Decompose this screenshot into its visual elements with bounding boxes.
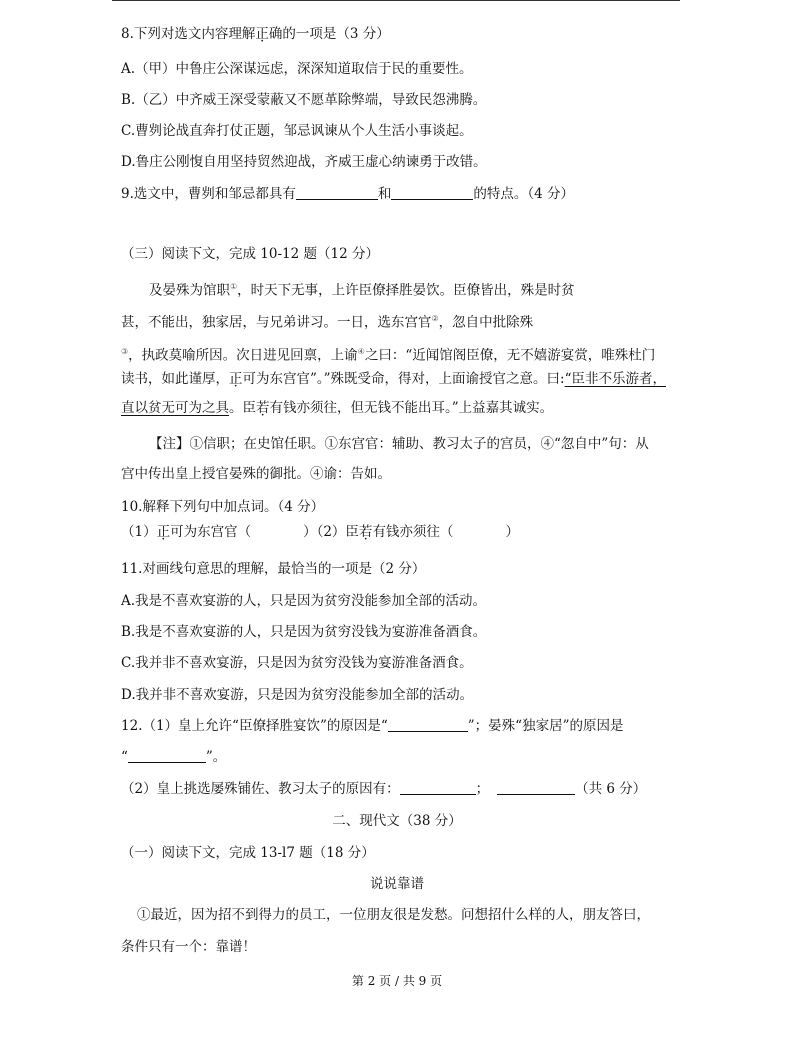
section-heading: 二、现代文（38 分） bbox=[332, 813, 462, 829]
essay-paragraph: ①最近，因为招不到得力的员工，一位朋友很是发愁。问想招什么样的人，朋友答曰， bbox=[137, 907, 650, 923]
emphasis-char: 正 bbox=[255, 26, 269, 42]
answer-blank[interactable] bbox=[388, 717, 468, 732]
q11-stem: 11.对画线句意思的理解，最恰当的一项是（2 分） bbox=[121, 561, 426, 577]
q10-items: （1）正可为东宫官（ ）（2）臣若有钱亦须往（ ） bbox=[121, 524, 519, 540]
answer-blank[interactable] bbox=[128, 748, 206, 763]
q12-part2: （2）皇上挑选屡殊铺佐、教习太子的原因有： ； （共 6 分） bbox=[121, 781, 647, 797]
emphasis-char: 若 bbox=[256, 400, 270, 416]
q11-option-d: D.我并非不喜欢宴游，只是因为贫穷没能参加全部的活动。 bbox=[121, 687, 474, 703]
answer-blank[interactable] bbox=[497, 780, 575, 795]
q8-option-a: A.（甲）中鲁庄公深谋远虑，深深知道取信于民的重要性。 bbox=[121, 61, 473, 77]
passage-line: 直以贫无可为之具。臣若有钱亦须往，但无钱不能出耳。”上益嘉其诚实。 bbox=[121, 400, 554, 416]
answer-blank[interactable] bbox=[400, 780, 476, 795]
q8-option-d: D.鲁庄公刚愎自用坚持贸然迎战，齐威王虚心纳谏勇于改错。 bbox=[121, 154, 487, 170]
emphasis-char: 正 bbox=[156, 524, 171, 540]
q9-stem: 9.选文中，曹刿和邹忌都具有 和 的特点。（4 分） bbox=[121, 186, 575, 202]
page-footer: 第 2 页 / 共 9 页 bbox=[351, 974, 443, 988]
q11-option-b: B.我是不喜欢宴游的人，只是因为贫穷没钱为宴游准备酒食。 bbox=[121, 624, 487, 640]
q10-stem: 10.解释下列句中加点词。（4 分） bbox=[121, 499, 325, 515]
note-line: 宫中传出皇上授官晏殊的御批。④谕：告如。 bbox=[121, 466, 391, 482]
q8-stem: 8.下列对选文内容理解正确的一项是（3 分） bbox=[121, 26, 390, 42]
underlined-sentence: 直以贫无可为之具 bbox=[121, 400, 229, 416]
passage-line: ③，执政莫喻所因。次日进见回禀，上谕④之曰：“近闻馆阁臣僚，无不嬉游宴赏，唯殊杜门 bbox=[121, 347, 656, 364]
passage-line: 及晏殊为馆职①，时天下无事，上许臣僚择胜晏饮。臣僚皆出，殊是时贫 bbox=[149, 282, 575, 299]
passage-line: 读书，如此谨厚，正可为东宫官”。”殊既受命，得对，上面谕授官之意。曰:“臣非不乐游者， bbox=[121, 371, 667, 387]
passage-line: 甚，不能出，独家居，与兄弟讲习。一日，选东宫官②，忽自中批除殊 bbox=[121, 314, 534, 331]
q12-part1: 12.（1）皇上允许“臣僚择胜宴饮”的原因是“ ”；晏殊“独家居”的原因是 bbox=[121, 718, 624, 734]
q8-option-b: B.（乙）中齐威王深受蒙蔽又不愿革除弊端，导致民怨沸腾。 bbox=[121, 92, 487, 108]
emphasis-char: 正 bbox=[229, 371, 243, 387]
underlined-sentence: “臣非不乐游者， bbox=[564, 371, 667, 387]
page-top-rule bbox=[112, 0, 680, 1]
q8-option-c: C.曹刿论战直奔打仗正题，邹忌讽谏从个人生活小事谈起。 bbox=[121, 123, 473, 139]
q11-option-c: C.我并非不喜欢宴游，只是因为贫穷没钱为宴游准备酒食。 bbox=[121, 655, 473, 671]
q11-option-a: A.我是不喜欢宴游的人，只是因为贫穷没能参加全部的活动。 bbox=[121, 593, 487, 609]
emphasis-char: 若 bbox=[358, 524, 373, 540]
q12-part1-cont: “ ”。 bbox=[121, 749, 227, 765]
section-1-title: （一）阅读下文，完成 13-l7 题（18 分） bbox=[121, 845, 375, 861]
essay-title: 说说靠谱 bbox=[370, 876, 424, 892]
note-line: 【注】①信职；在史馆任职。①东宫官：辅助、教习太子的宫员，④“忽自中”句：从 bbox=[149, 436, 649, 452]
section-3-title: （三）阅读下文，完成 10-12 题（12 分） bbox=[121, 246, 379, 262]
answer-blank[interactable] bbox=[391, 185, 473, 200]
essay-paragraph: 条件只有一个：靠谱！ bbox=[121, 939, 256, 955]
answer-blank[interactable] bbox=[296, 185, 378, 200]
